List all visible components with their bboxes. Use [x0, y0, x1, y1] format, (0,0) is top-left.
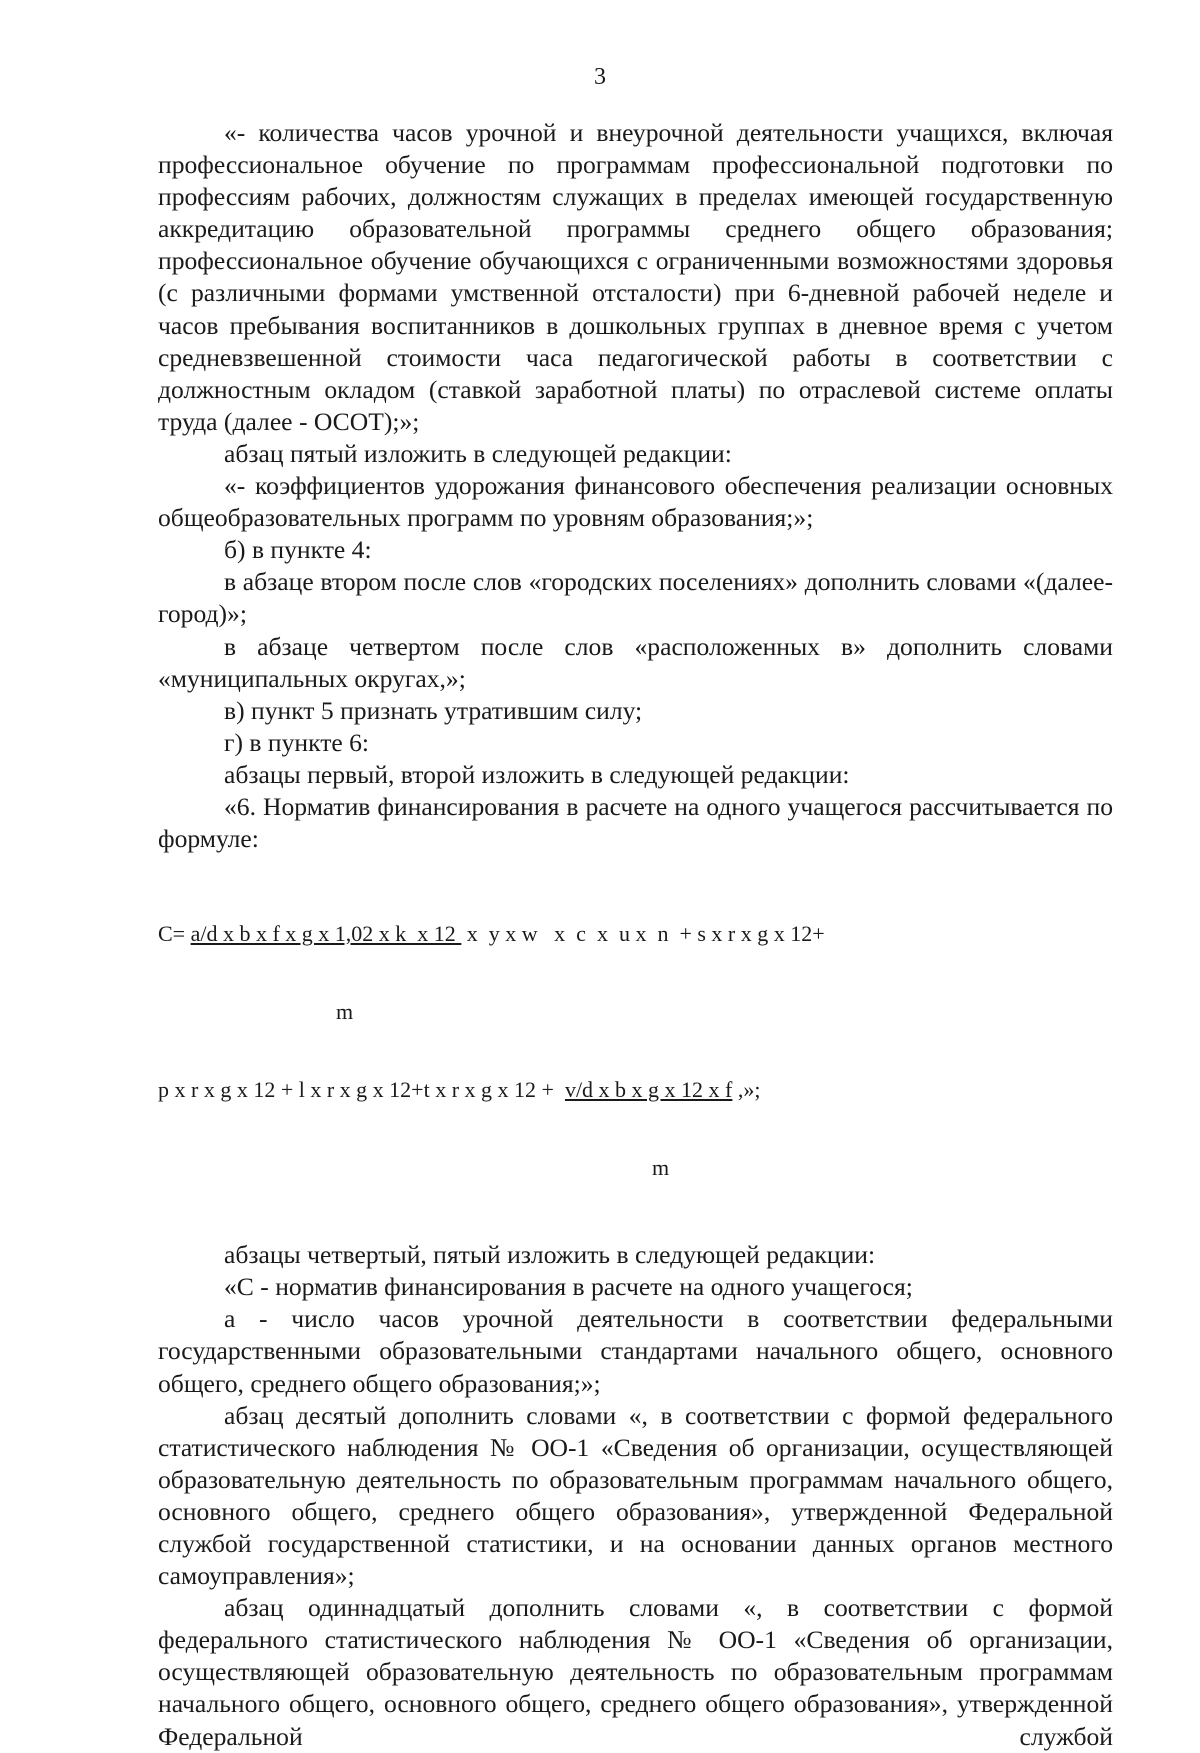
paragraph-amend-fifth: абзац пятый изложить в следующей редакции: [224, 438, 732, 468]
paragraph-second-abzats: в абзаце втором после слов «городских поселениях» дополнить словами «(далее-город)»; [158, 567, 1113, 629]
paragraph-c-definition: «С - норматив финансирования в расчете на одного учащегося; [224, 1272, 913, 1302]
paragraph-cost-coefficients: «- коэффициентов удорожания финансового обеспечения реализации основных общеобразовательных программ по уровням образования;»; [158, 471, 1113, 533]
formula-denominator-2: m [652, 1155, 670, 1181]
formula-denominator-1: m [336, 999, 354, 1025]
formula-line-2: p x r x g x 12 + l x r x g x 12+t x r x g x 12 + v/d x b x g x 12 x f ,»; [158, 1077, 761, 1103]
paragraph-item-v: в) пункт 5 признать утратившим силу; [224, 695, 643, 725]
paragraph-a-definition: а - число часов урочной деятельности в соответствии федеральными государственными образовательными стандартами начального общего, основного общего, среднего общего образования;»; [158, 1304, 1113, 1398]
paragraph-item-b: б) в пункте 4: [224, 535, 372, 565]
paragraph-first-second: абзацы первый, второй изложить в следующей редакции: [224, 759, 850, 789]
page-number: 3 [594, 64, 606, 90]
financing-formula [158, 869, 1113, 1233]
paragraph-fourth-abzats: в абзаце четвертом после слов «расположенных в» дополнить словами «муниципальных округах,»; [158, 631, 1113, 693]
paragraph-hours-of-study: «- количества часов урочной и внеурочной деятельности учащихся, включая профессиональное обучение по программам профессиональной подготовки по профессиям рабочих, должностям служащих в пределах имеющей государственную аккредитацию образовательной программы среднего общего образования; профессиональное обучение обучающихся с ограниченными возможностями здоровья (с различными формами умственной отсталости) при 6-дневной рабочей неделе и часов пребывания воспитанников в дошкольных группах в дневное время с учетом средневзвешенной стоимости часа педагогической работы в соответствии с должностным окладом (ставкой заработной платы) по отраслевой системе оплаты труда (далее - ОСОТ);»; [158, 118, 1113, 436]
paragraph-eleventh-abzats: абзац одиннадцатый дополнить словами «, в соответствии с формой федерального статистического наблюдения № ОО-1 «Сведения об организации, осуществляющей образовательную деятельность по образовательным программам начального общего, основного общего, среднего общего образования», утвержденной Федеральной службой [158, 1593, 1113, 1751]
paragraph-tenth-abzats: абзац десятый дополнить словами «, в соответствии с формой федерального статистического наблюдения № ОО-1 «Сведения об организации, осуществляющей образовательную деятельность по образовательным программам начального общего, основного общего, среднего общего образования», утвержденной Федеральной службой государственной статистики, и на основании данных органов местного самоуправления»; [158, 1400, 1113, 1591]
paragraph-item-g: г) в пункте 6: [224, 727, 370, 757]
paragraph-normative-intro: «6. Норматив финансирования в расчете на одного учащегося рассчитывается по формуле: [158, 791, 1113, 854]
paragraph-fourth-fifth: абзацы четвертый, пятый изложить в следующей редакции: [224, 1240, 876, 1270]
document-body [158, 117, 1113, 1753]
formula-line-1: С= a/d x b x f x g x 1,02 x k x 12 x y x w x c x u x n + s x r x g x 12+ [158, 921, 825, 947]
